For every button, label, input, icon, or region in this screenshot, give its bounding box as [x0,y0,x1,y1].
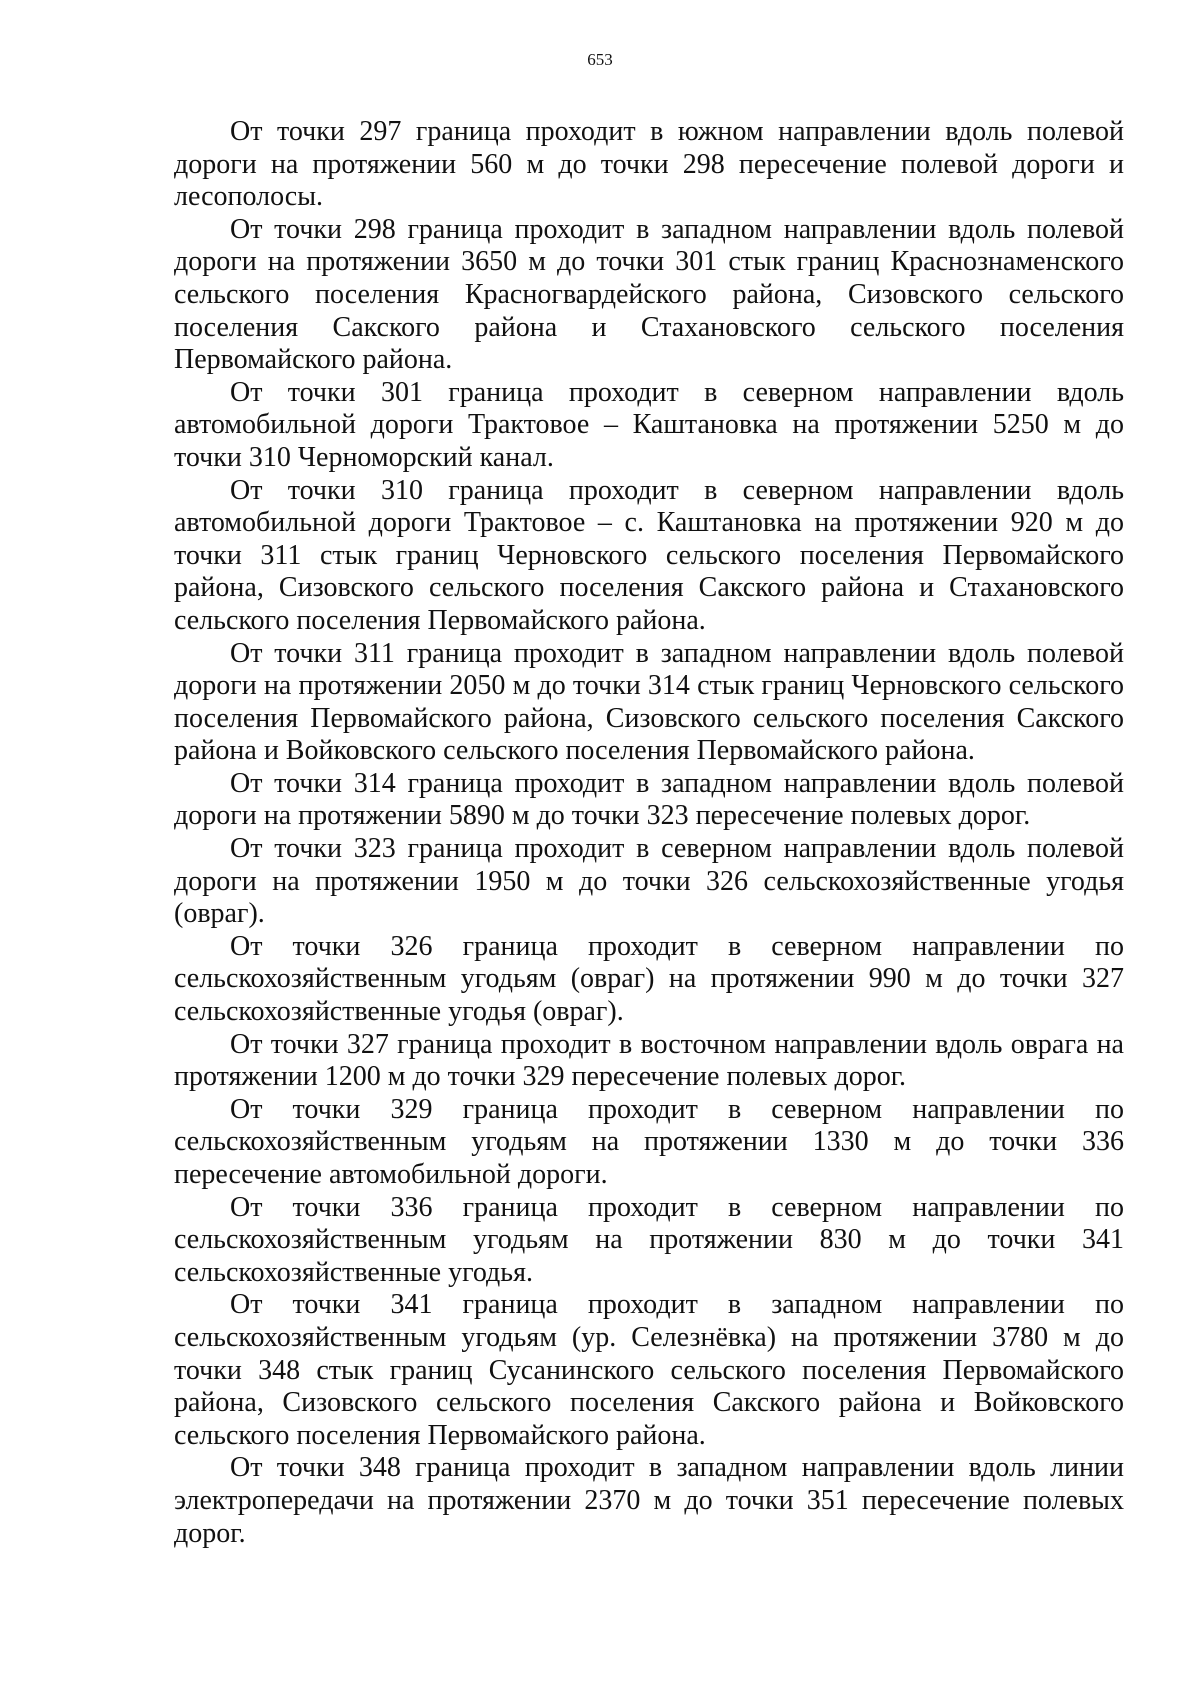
paragraph-point-298: От точки 298 граница проходит в западном направлении вдоль полевой дороги на протяжении 3650 м до точки 301 стык границ Краснознаменского сельского поселения Красногвардейского района, Сизовского сельского поселения Сакского района и Стахановского сельского поселения Первомайского района. [174,213,1124,376]
paragraph-point-336: От точки 336 граница проходит в северном направлении по сельскохозяйственным угодьям на протяжении 830 м до точки 341 сельскохозяйственные угодья. [174,1191,1124,1288]
document-body [174,116,1124,1550]
paragraph-point-310: От точки 310 граница проходит в северном направлении вдоль автомобильной дороги Трактовое – с. Каштановка на протяжении 920 м до точки 311 стык границ Черновского сельского поселения Первомайского района, Сизовского сельского поселения Сакского района и Стахановского сельского поселения Первомайского района. [174,474,1124,636]
paragraph-point-297: От точки 297 граница проходит в южном направлении вдоль полевой дороги на протяжении 560 м до точки 298 пересечение полевой дороги и лесополосы. [174,116,1124,213]
page-number: 653 [587,50,613,69]
paragraph-point-323: От точки 323 граница проходит в северном направлении вдоль полевой дороги на протяжении 1950 м до точки 326 сельскохозяйственные угодья (овраг). [174,833,1124,930]
paragraph-point-329: От точки 329 граница проходит в северном направлении по сельскохозяйственным угодьям на протяжении 1330 м до точки 336 пересечение автомобильной дороги. [174,1093,1124,1190]
paragraph-point-327: От точки 327 граница проходит в восточном направлении вдоль оврага на протяжении 1200 м до точки 329 пересечение полевых дорог. [174,1028,1124,1093]
paragraph-point-348: От точки 348 граница проходит в западном направлении вдоль линии электропередачи на протяжении 2370 м до точки 351 пересечение полевых дорог. [174,1452,1124,1549]
paragraph-point-326: От точки 326 граница проходит в северном направлении по сельскохозяйственным угодьям (овраг) на протяжении 990 м до точки 327 сельскохозяйственные угодья (овраг). [174,930,1124,1028]
paragraph-point-341: От точки 341 граница проходит в западном направлении по сельскохозяйственным угодьям (ур. Селезнёвка) на протяжении 3780 м до точки 348 стык границ Сусанинского сельского поселения Первомайского района, Сизовского сельского поселения Сакского района и Войковского сельского поселения Первомайского района. [174,1289,1124,1451]
paragraph-point-314: От точки 314 граница проходит в западном направлении вдоль полевой дороги на протяжении 5890 м до точки 323 пересечение полевых дорог. [174,767,1124,832]
paragraph-point-301: От точки 301 граница проходит в северном направлении вдоль автомобильной дороги Трактовое – Каштановка на протяжении 5250 м до точки 310 Черноморский канал. [174,376,1124,473]
paragraph-point-311: От точки 311 граница проходит в западном направлении вдоль полевой дороги на протяжении 2050 м до точки 314 стык границ Черновского сельского поселения Первомайского района, Сизовского сельского поселения Сакского района и Войковского сельского поселения Первомайского района. [174,637,1124,767]
